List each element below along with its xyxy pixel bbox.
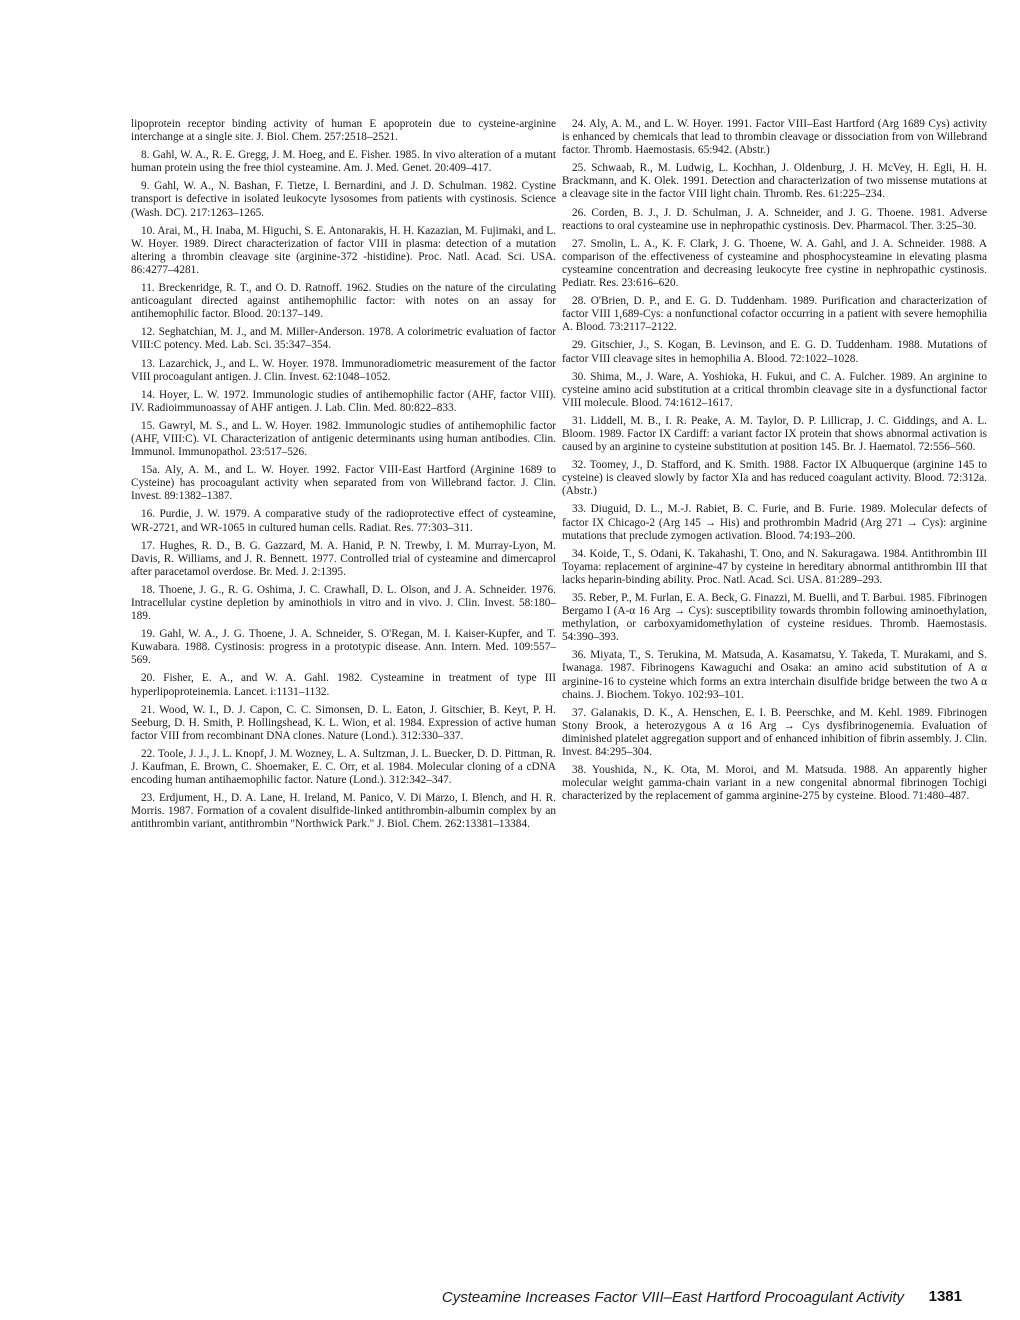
references-left-column [131,118,556,837]
reference-entry: 19. Gahl, W. A., J. G. Thoene, J. A. Schneider, S. O'Regan, M. I. Kaiser-Kupfer, and T. Kuwabara. 1988. Cystinosis: progress in a prototypic disease. Ann. Intern. Med. 109:557–569. [131,628,556,667]
reference-entry: 8. Gahl, W. A., R. E. Gregg, J. M. Hoeg, and E. Fisher. 1985. In vivo alteration of a mutant human protein using the free thiol cysteamine. Am. J. Med. Genet. 20:409–417. [131,149,556,175]
reference-entry: 25. Schwaab, R., M. Ludwig, L. Kochhan, J. Oldenburg, J. H. McVey, H. Egli, H. H. Brackmann, and K. Olek. 1991. Detection and characterization of two missense mutations at a cleavage site in the factor VIII light chain. Thromb. Res. 61:225–234. [562,162,987,201]
reference-entry: 35. Reber, P., M. Furlan, E. A. Beck, G. Finazzi, M. Buelli, and T. Barbui. 1985. Fibrinogen Bergamo I (A-α 16 Arg → Cys): susceptibility towards thrombin following aminoethylation, methylation, or carboxyamidomethylation of cysteine residues. Thromb. Haemostasis. 54:390–393. [562,592,987,644]
reference-entry: 17. Hughes, R. D., B. G. Gazzard, M. A. Hanid, P. N. Trewby, I. M. Murray-Lyon, M. Davis, R. Williams, and J. R. Bennett. 1977. Controlled trial of cysteamine and dimercaprol after paracetamol overdose. Br. Med. J. 2:1395. [131,539,556,578]
reference-entry: 15. Gawryl, M. S., and L. W. Hoyer. 1982. Immunologic studies of antihemophilic factor (AHF, VIII:C). VI. Characterization of antigenic determinants using human antibodies. Clin. Immunol. Immunopathol. 23:517–526. [131,419,556,459]
reference-entry: 33. Diuguid, D. L., M.-J. Rabiet, B. C. Furie, and B. Furie. 1989. Molecular defects of factor IX Chicago-2 (Arg 145 → His) and prothrombin Madrid (Arg 271 → Cys): arginine mutations that preclude zymogen activation. Blood. 74:193–200. [562,503,987,542]
reference-entry: 23. Erdjument, H., D. A. Lane, H. Ireland, M. Panico, V. Di Marzo, I. Blench, and H. R. Morris. 1987. Formation of a covalent disulfide-linked antithrombin-albumin complex by an antithrombin variant, antithrombin "Northwick Park." J. Biol. Chem. 262:13381–13384. [131,792,556,831]
reference-entry: 14. Hoyer, L. W. 1972. Immunologic studies of antihemophilic factor (AHF, factor VIII). IV. Radioimmunoassay of AHF antigen. J. Lab. Clin. Med. 80:822–833. [131,388,556,414]
reference-entry: 32. Toomey, J., D. Stafford, and K. Smith. 1988. Factor IX Albuquerque (arginine 145 to cysteine) is cleaved slowly by factor XIa and has reduced coagulant activity. Blood. 72:312a. (Abstr.) [562,459,987,498]
reference-entry: 16. Purdie, J. W. 1979. A comparative study of the radioprotective effect of cysteamine, WR-2721, and WR-1065 in cultured human cells. Radiat. Res. 77:303–311. [131,508,556,534]
reference-entry: 30. Shima, M., J. Ware, A. Yoshioka, H. Fukui, and C. A. Fulcher. 1989. An arginine to cysteine amino acid substitution at a critical thrombin cleavage site in a dysfunctional factor VIII molecule. Blood. 74:1612–1617. [562,370,987,409]
reference-entry: 20. Fisher, E. A., and W. A. Gahl. 1982. Cysteamine in treatment of type III hyperlipoproteinemia. Lancet. i:1131–1132. [131,672,556,698]
reference-entry: 22. Toole, J. J., J. L. Knopf, J. M. Wozney, L. A. Sultzman, J. L. Buecker, D. D. Pittman, R. J. Kaufman, E. Brown, C. Shoemaker, E. C. Orr, et al. 1984. Molecular cloning of a cDNA encoding human antihaemophilic factor. Nature (Lond.). 312:342–347. [131,747,556,787]
references-right-column [562,118,987,808]
reference-entry: 27. Smolin, L. A., K. F. Clark, J. G. Thoene, W. A. Gahl, and J. A. Schneider. 1988. A comparison of the effectiveness of cysteamine and phosphocysteamine in elevating plasma cysteamine concentration and decreasing leukocyte free cystine in nephropathic cystinosis. Pediatr. Res. 23:616–620. [562,237,987,290]
reference-entry: 18. Thoene, J. G., R. G. Oshima, J. C. Crawhall, D. L. Olson, and J. A. Schneider. 1976. Intracellular cystine depletion by aminothiols in vitro and in vivo. J. Clin. Invest. 58:180–189. [131,583,556,623]
reference-entry: 26. Corden, B. J., J. D. Schulman, J. A. Schneider, and J. G. Thoene. 1981. Adverse reactions to oral cysteamine use in nephropathic cystinosis. Dev. Pharmacol. Ther. 3:25–30. [562,206,987,232]
reference-entry: 34. Koide, T., S. Odani, K. Takahashi, T. Ono, and N. Sakuragawa. 1984. Antithrombin III Toyama: replacement of arginine-47 by cysteine in hereditary abnormal antithrombin III that lacks heparin-binding ability. Proc. Natl. Acad. Sci. USA. 81:289–293. [562,547,987,586]
reference-entry: 28. O'Brien, D. P., and E. G. D. Tuddenham. 1989. Purification and characterization of factor VIII 1,689-Cys: a nonfunctional cofactor occurring in a patient with severe hemophilia A. Blood. 73:2117–2122. [562,295,987,334]
reference-entry: 37. Galanakis, D. K., A. Henschen, E. I. B. Peerschke, and M. Kehl. 1989. Fibrinogen Stony Brook, a heterozygous A α 16 Arg → Cys dysfibrinogenemia. Evaluation of diminished platelet aggregation support and of enhanced inhibition of fibrin assembly. J. Clin. Invest. 84:295–304. [562,706,988,759]
reference-entry: 11. Breckenridge, R. T., and O. D. Ratnoff. 1962. Studies on the nature of the circulating anticoagulant directed against antihemophilic factor: with notes on an assay for antihemophilic factor. Blood. 20:137–149. [131,282,556,321]
reference-entry: 9. Gahl, W. A., N. Bashan, F. Tietze, I. Bernardini, and J. D. Schulman. 1982. Cystine transport is defective in isolated leukocyte lysosomes from patients with cystinosis. Science (Wash. DC). 217:1263–1265. [131,180,556,219]
reference-entry: 38. Youshida, N., K. Ota, M. Moroi, and M. Matsuda. 1988. An apparently higher molecular weight gamma-chain variant in a new congenital abnormal fibrinogen Tochigi characterized by the replacement of gamma arginine-275 by cysteine. Blood. 71:480–487. [562,764,987,803]
page-number: 1381 [928,1288,962,1305]
running-title: Cysteamine Increases Factor VIII–East Hartford Procoagulant Activity [441,1289,904,1306]
reference-entry: 13. Lazarchick, J., and L. W. Hoyer. 1978. Immunoradiometric measurement of the factor VIII procoagulant antigen. J. Clin. Invest. 62:1048–1052. [131,357,556,383]
reference-entry: 21. Wood, W. I., D. J. Capon, C. C. Simonsen, D. L. Eaton, J. Gitschier, B. Keyt, P. H. Seeburg, D. H. Smith, P. Hollingshead, K. L. Wion, et al. 1984. Expression of active human factor VIII from recombinant DNA clones. Nature (Lond.). 312:330–337. [131,703,556,742]
page-footer [131,1289,962,1313]
reference-entry: 31. Liddell, M. B., I. R. Peake, A. M. Taylor, D. P. Lillicrap, J. C. Giddings, and A. L. Bloom. 1989. Factor IX Cardiff: a variant factor IX protein that shows abnormal activation is caused by an arginine to cysteine substitution at position 145. Br. J. Haematol. 72:556–560. [562,414,987,454]
reference-entry: 12. Seghatchian, M. J., and M. Miller-Anderson. 1978. A colorimetric evaluation of factor VIII:C potency. Med. Lab. Sci. 35:347–354. [131,326,556,352]
reference-entry: lipoprotein receptor binding activity of human E apoprotein due to cysteine-arginine interchange at a single site. J. Biol. Chem. 257:2518–2521. [131,118,556,144]
reference-entry: 36. Miyata, T., S. Terukina, M. Matsuda, A. Kasamatsu, Y. Takeda, T. Murakami, and S. Iwanaga. 1987. Fibrinogens Kawaguchi and Osaka: an amino acid substitution of A α arginine-16 to cysteine which forms an extra interchain disulfide bridge between the two A α chains. J. Biochem. Tokyo. 102:93–101. [562,649,987,701]
reference-entry: 10. Arai, M., H. Inaba, M. Higuchi, S. E. Antonarakis, H. H. Kazazian, M. Fujimaki, and L. W. Hoyer. 1989. Direct characterization of factor VIII in plasma: detection of a mutation altering a thrombin cleavage site (arginine-372 -histidine). Proc. Natl. Acad. Sci. USA. 86:4277–4281. [131,224,556,276]
reference-entry: 29. Gitschier, J., S. Kogan, B. Levinson, and E. G. D. Tuddenham. 1988. Mutations of factor VIII cleavage sites in hemophilia A. Blood. 72:1022–1028. [562,339,987,365]
reference-entry: 15a. Aly, A. M., and L. W. Hoyer. 1992. Factor VIII-East Hartford (Arginine 1689 to Cysteine) has procoagulant activity when separated from von Willebrand factor. J. Clin. Invest. 89:1382–1387. [131,464,556,503]
reference-entry: 24. Aly, A. M., and L. W. Hoyer. 1991. Factor VIII–East Hartford (Arg 1689 Cys) activity is enhanced by chemicals that lead to thrombin cleavage or dissociation from von Willebrand factor. Thromb. Haemostasis. 65:942. (Abstr.) [562,118,987,157]
